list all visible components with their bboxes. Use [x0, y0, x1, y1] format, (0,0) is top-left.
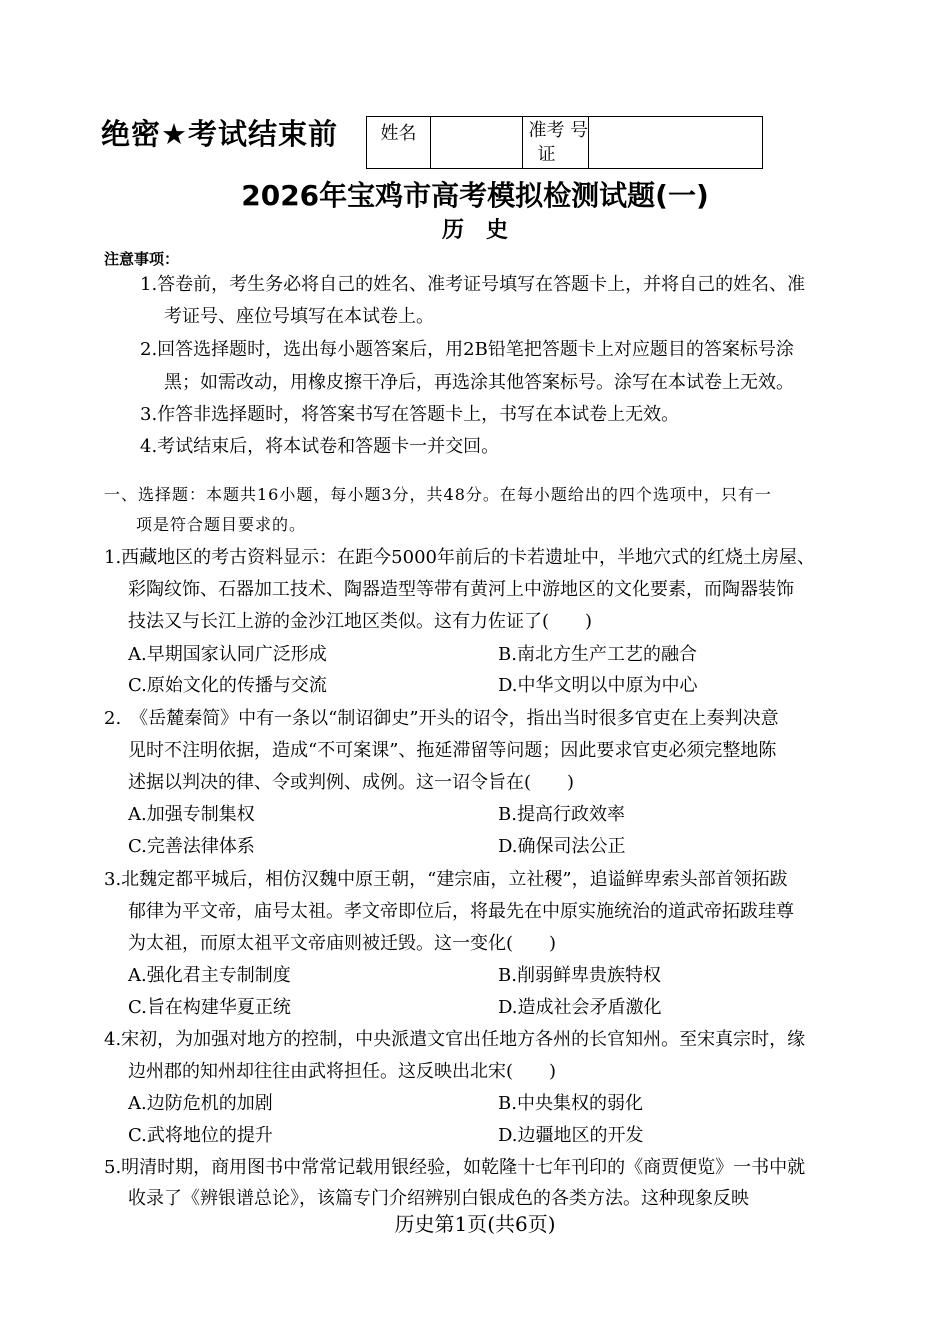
- question-line: 收录了《辨银谱总论》，该篇专门介绍辨别白银成色的各类方法。这种现象反映: [128, 1188, 749, 1209]
- question-line: 边州郡的知州却往往由武将担任。这反映出北宋( ): [128, 1061, 557, 1082]
- question-line: 郁律为平文帝，庙号太祖。孝文帝即位后，将最先在中原实施统治的道武帝拓跋珪尊: [128, 901, 794, 922]
- exam-id-label-line1: 准考证: [528, 120, 565, 165]
- notice-heading: 注意事项：: [104, 250, 180, 268]
- exam-title: 2026年宝鸡市高考模拟检测试题(一): [241, 179, 709, 212]
- question-line: 5.明清时期，商用图书中常常记载用银经验，如乾隆十七年刊印的《商贾便览》一书中就: [104, 1157, 806, 1178]
- question-line: 技法又与长江上游的金沙江地区类似。这有力佐证了( ): [128, 611, 593, 632]
- option-a[interactable]: A.加强专制集权: [128, 804, 255, 825]
- notice-line: 3.作答非选择题时，将答案书写在答题卡上，书写在本试卷上无效。: [140, 404, 680, 425]
- option-d[interactable]: D.造成社会矛盾激化: [498, 997, 662, 1018]
- question-line: 述据以判决的律、令或判例、成例。这一诏令旨在( ): [128, 772, 575, 793]
- exam-id-label-line2: 号: [570, 120, 588, 141]
- section-instruction-cont: 项是符合题目要求的。: [136, 515, 307, 534]
- option-d[interactable]: D.边疆地区的开发: [498, 1125, 644, 1146]
- option-a[interactable]: A.早期国家认同广泛形成: [128, 644, 327, 665]
- section-instruction: 一、选择题：本题共16小题，每小题3分，共48分。在每小题给出的四个选项中，只有一: [104, 485, 772, 504]
- option-d[interactable]: D.确保司法公正: [498, 836, 626, 857]
- option-c[interactable]: C.旨在构建华夏正统: [128, 997, 291, 1018]
- option-c[interactable]: C.原始文化的传播与交流: [128, 675, 327, 696]
- notice-line: 4.考试结束后，将本试卷和答题卡一并交回。: [140, 436, 500, 457]
- question-line: 3.北魏定都平城后，相仿汉魏中原王朝，“建宗庙，立社稷”，追谥鲜卑索头部首领拓跋: [104, 869, 788, 890]
- question-line: 1.西藏地区的考古资料显示：在距今5000年前后的卡若遗址中，半地穴式的红烧土房屋、: [104, 547, 815, 568]
- subject-title: 历 史: [441, 218, 508, 243]
- option-a[interactable]: A.强化君主专制制度: [128, 965, 291, 986]
- page-footer: 历史第1页(共6页): [394, 1212, 556, 1236]
- option-d[interactable]: D.中华文明以中原为中心: [498, 675, 698, 696]
- notice-line: 黑；如需改动，用橡皮擦干净后，再选涂其他答案标号。涂写在本试卷上无效。: [164, 372, 794, 393]
- question-line: 为太祖，而原太祖平文帝庙则被迁毁。这一变化( ): [128, 933, 557, 954]
- exam-id-label: [523, 117, 589, 168]
- question-line: 4.宋初，为加强对地方的控制，中央派遣文官出任地方各州的长官知州。至宋真宗时，缘: [104, 1029, 806, 1050]
- option-b[interactable]: B.削弱鲜卑贵族特权: [498, 965, 661, 986]
- name-label: 姓名: [367, 117, 431, 168]
- notice-line: 2.回答选择题时，选出每小题答案后，用2B铅笔把答题卡上对应题目的答案标号涂: [140, 339, 794, 360]
- notice-line: 考证号、座位号填写在本试卷上。: [164, 306, 434, 327]
- question-line: 见时不注明依据，造成“不可案课”、拖延滞留等问题；因此要求官吏必须完整地陈: [128, 740, 777, 761]
- name-field[interactable]: [431, 117, 523, 168]
- candidate-info-box: [366, 116, 763, 169]
- question-line: 彩陶纹饰、石器加工技术、陶器造型等带有黄河上中游地区的文化要素，而陶器装饰: [128, 579, 794, 600]
- option-b[interactable]: B.中央集权的弱化: [498, 1093, 643, 1114]
- exam-id-field[interactable]: [589, 117, 762, 168]
- option-c[interactable]: C.武将地位的提升: [128, 1125, 273, 1146]
- option-c[interactable]: C.完善法律体系: [128, 836, 255, 857]
- confidential-label: 绝密★考试结束前: [101, 117, 338, 151]
- option-b[interactable]: B.南北方生产工艺的融合: [498, 644, 697, 665]
- option-b[interactable]: B.提高行政效率: [498, 804, 625, 825]
- option-a[interactable]: A.边防危机的加剧: [128, 1093, 273, 1114]
- notice-line: 1.答卷前，考生务必将自己的姓名、准考证号填写在答题卡上，并将自己的姓名、准: [140, 274, 806, 295]
- question-line: 2. 《岳麓秦简》中有一条以“制诏御史”开头的诏令，指出当时很多官吏在上奏判决意: [104, 708, 779, 729]
